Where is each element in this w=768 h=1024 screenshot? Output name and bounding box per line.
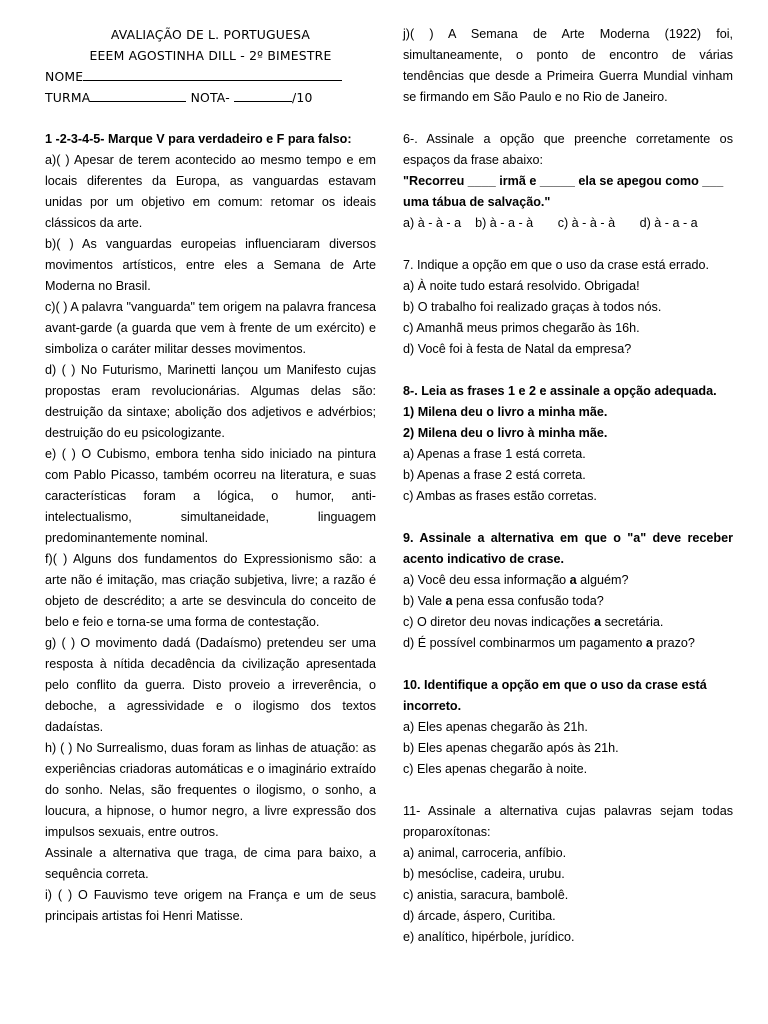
q9-option-text: a) Você deu essa informação [403, 573, 570, 587]
statement-i: i) ( ) O Fauvismo teve origem na França e um de seus principais artistas foi Henri Matisse. [45, 888, 376, 923]
q9-option-a: a [594, 615, 602, 629]
question-6-title: 6-. Assinale a opção que preenche corretamente os espaços da frase abaixo: [403, 132, 733, 167]
q6-option: d) à - a - a [639, 216, 698, 230]
exam-title: AVALIAÇÃO DE L. PORTUGUESA [110, 27, 311, 42]
q6-option: b) à - a - à [475, 216, 534, 230]
name-row [45, 66, 376, 87]
q10-option: a) Eles apenas chegarão às 21h. [403, 720, 588, 734]
class-grade-row [45, 87, 376, 108]
left-column [45, 24, 376, 927]
q8-option: c) Ambas as frases estão corretas. [403, 489, 597, 503]
q11-option: a) animal, carroceria, anfíbio. [403, 846, 567, 860]
instruction-sequence: Assinale a alternativa que traga, de cima para baixo, a sequência correta. [45, 846, 376, 881]
q7-option: a) À noite tudo estará resolvido. Obrigada! [403, 279, 640, 293]
q9-option-text: c) O diretor deu novas indicações [403, 615, 595, 629]
statement-d: d) ( ) No Futurismo, Marinetti lançou um Manifesto cujas propostas eram revolucionárias. Algumas delas são: destruição da sintaxe; abolição dos adjetivos e advérbios; destruição do eu psicologizante. [45, 363, 376, 440]
right-column [403, 24, 733, 948]
q11-option: c) anistia, saracura, bambolê. [403, 888, 569, 902]
q9-option-a: a [445, 594, 453, 608]
q9-option-text: b) Vale [403, 594, 446, 608]
q9-option-text: alguém? [576, 573, 629, 587]
question-7-title: 7. Indique a opção em que o uso da crase está errado. [403, 258, 709, 272]
q9-option [403, 612, 733, 633]
question-8-sentence-2: 2) Milena deu o livro à minha mãe. [403, 426, 608, 440]
statement-a: a)( ) Apesar de terem acontecido ao mesmo tempo e em locais diferentes da Europa, as vanguardas estavam unidas por um objetivo em comum: retomar os ideais clássicos da arte. [45, 153, 376, 230]
q9-option-text: secretária. [601, 615, 664, 629]
q9-option-a: a [569, 573, 577, 587]
question-6-options [403, 213, 733, 234]
statement-h: h) ( ) No Surrealismo, duas foram as linhas de atuação: as experiências criadoras automáticas e o imaginário extraído do sonho. Nelas, são frequentes o ilogismo, o sonho, a loucura, a hipnose, o humor negro, a livre expressão dos impulsos sexuais, entre outros. [45, 741, 376, 839]
q9-option-text: d) É possível combinarmos um pagamento [403, 636, 646, 650]
grade-label: NOTA- [190, 90, 230, 105]
statement-g: g) ( ) O movimento dadá (Dadaísmo) pretendeu ser uma resposta à nítida decadência da civilização apresentada pelo conflito da guerra. Disto proveio a irreverência, o deboche, a agressividade e o ilogismo dos textos dadaístas. [45, 636, 376, 734]
question-9-title: 9. Assinale a alternativa em que o "a" deve receber acento indicativo de crase. [403, 531, 733, 566]
q10-option: b) Eles apenas chegarão após às 21h. [403, 741, 619, 755]
q9-option-a: a [645, 636, 653, 650]
q10-option: c) Eles apenas chegarão à noite. [403, 762, 588, 776]
q9-option [403, 570, 733, 591]
question-11-title: 11- Assinale a alternativa cujas palavras sejam todas proparoxítonas: [403, 804, 733, 839]
q9-option [403, 591, 733, 612]
q9-option [403, 633, 733, 654]
name-blank [83, 68, 342, 81]
statement-b: b)( ) As vanguardas europeias influenciaram diversos movimentos artísticos, entre eles a Semana de Arte Moderna no Brasil. [45, 237, 376, 293]
class-blank [90, 89, 186, 102]
q11-option: e) analítico, hipérbole, jurídico. [403, 930, 575, 944]
q7-option: b) O trabalho foi realizado graças à todos nós. [403, 300, 662, 314]
statement-e: e) ( ) O Cubismo, embora tenha sido iniciado na pintura com Pablo Picasso, também ocorreu na literatura, e suas características foram a lógica, o humor, anti-intelectualismo, simultaneidade, linguagem predominantemente nominal. [45, 447, 376, 545]
question-10-title: 10. Identifique a opção em que o uso da crase está incorreto. [403, 678, 707, 713]
q7-option: c) Amanhã meus primos chegarão às 16h. [403, 321, 640, 335]
statement-j: j)( ) A Semana de Arte Moderna (1922) foi, simultaneamente, o ponto de encontro de várias tendências que desde a Primeira Guerra Mundial vinham se firmando em São Paulo e no Rio de Janeiro. [403, 27, 733, 104]
grade-max: /10 [292, 90, 313, 105]
q9-option-text: pena essa confusão toda? [452, 594, 604, 608]
name-label: NOME [45, 69, 84, 84]
question-8-sentence-1: 1) Milena deu o livro a minha mãe. [403, 405, 608, 419]
q6-option: c) à - à - à [557, 216, 616, 230]
school-bimester: EEEM AGOSTINHA DILL - 2º BIMESTRE [89, 48, 332, 63]
grade-blank [234, 89, 292, 102]
q8-option: b) Apenas a frase 2 está correta. [403, 468, 586, 482]
question-1-5-title: 1 -2-3-4-5- Marque V para verdadeiro e F para falso: [45, 132, 352, 146]
q8-option: a) Apenas a frase 1 está correta. [403, 447, 586, 461]
q7-option: d) Você foi à festa de Natal da empresa? [403, 342, 632, 356]
question-8-title: 8-. Leia as frases 1 e 2 e assinale a opção adequada. [403, 384, 717, 398]
q11-option: d) árcade, áspero, Curitiba. [403, 909, 556, 923]
q11-option: b) mesóclise, cadeira, urubu. [403, 867, 565, 881]
statement-f: f)( ) Alguns dos fundamentos do Expressionismo são: a arte não é imitação, mas criação subjetiva, livre; a razão é objeto de descrédito; a arte se desvincula do conceito de belo e feio e torna-se uma forma de contestação. [45, 552, 376, 629]
statement-c: c)( ) A palavra "vanguarda" tem origem na palavra francesa avant-garde (a guarda que vem à frente de um exército) e simboliza o caráter militar desses movimentos. [45, 300, 376, 356]
question-6-sentence: "Recorreu ____ irmã e _____ ela se apegou como ___ uma tábua de salvação." [403, 174, 724, 209]
class-label: TURMA [45, 90, 91, 105]
q6-option: a) à - à - a [403, 216, 462, 230]
q9-option-text: prazo? [652, 636, 695, 650]
